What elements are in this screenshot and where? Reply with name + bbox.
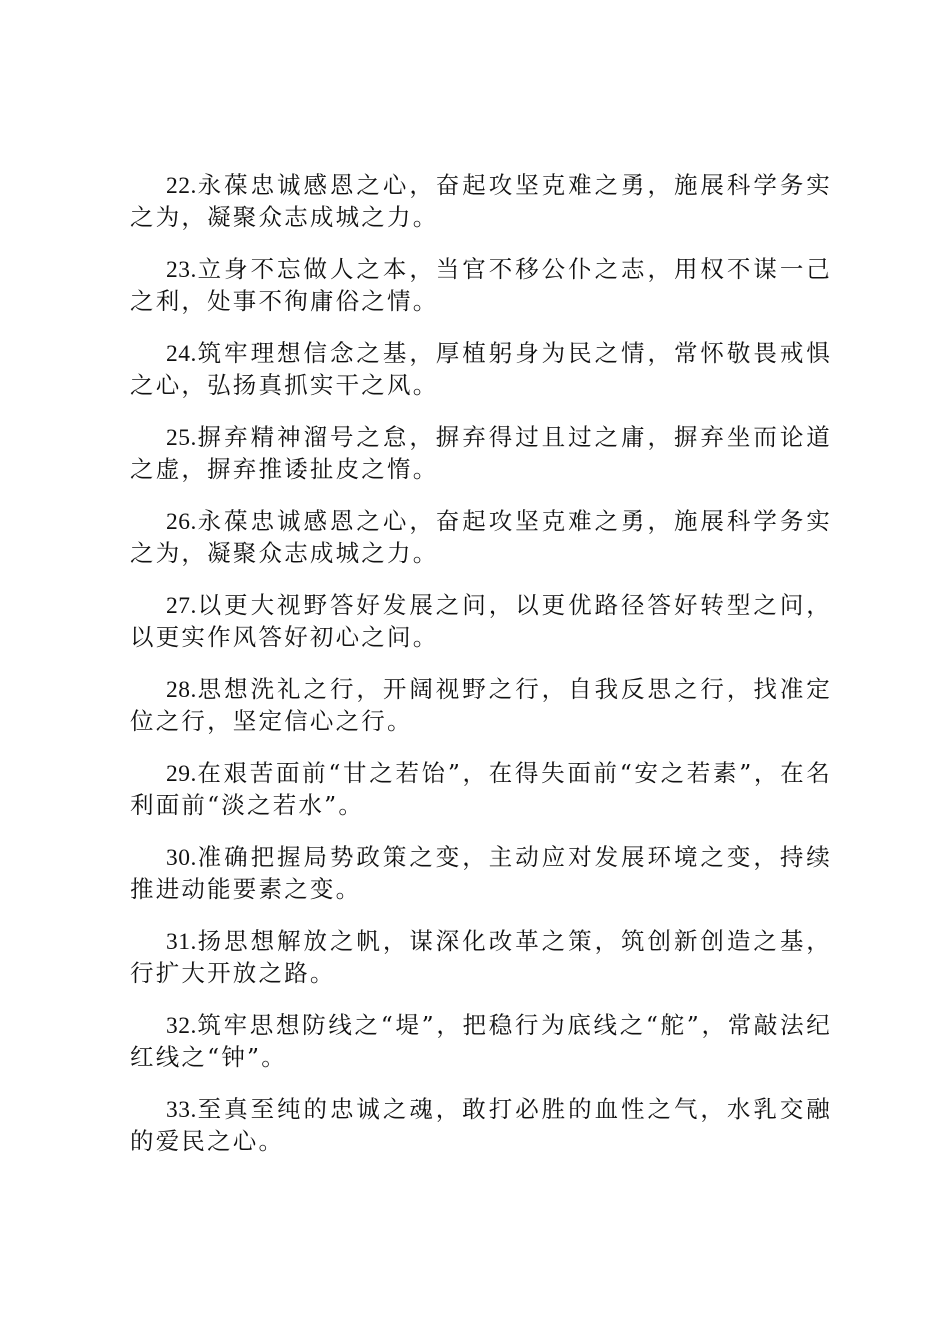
- list-item: [130, 254, 832, 317]
- list-item: [130, 758, 832, 821]
- item-text: 永葆忠诚感恩之心，奋起攻坚克难之勇，施展科学务实之为，凝聚众志成城之力。: [130, 507, 832, 567]
- item-text: 永葆忠诚感恩之心，奋起攻坚克难之勇，施展科学务实之为，凝聚众志成城之力。: [130, 171, 832, 231]
- item-text: 扬思想解放之帆，谋深化改革之策，筑创新创造之基，行扩大开放之路。: [130, 927, 832, 987]
- list-item: [130, 842, 832, 905]
- item-text: 筑牢理想信念之基，厚植躬身为民之情，常怀敬畏戒惧之心，弘扬真抓实干之风。: [130, 339, 832, 399]
- item-text: 摒弃精神溜号之怠，摒弃得过且过之庸，摒弃坐而论道之虚，摒弃推诿扯皮之惰。: [130, 423, 832, 483]
- item-text: 立身不忘做人之本，当官不移公仆之志，用权不谋一己之利，处事不徇庸俗之情。: [130, 255, 832, 315]
- list-item: [130, 422, 832, 485]
- item-number: 23.: [166, 257, 197, 283]
- list-item: [130, 170, 832, 233]
- list-item: [130, 506, 832, 569]
- item-text: 准确把握局势政策之变，主动应对发展环境之变，持续推进动能要素之变。: [130, 843, 832, 903]
- item-number: 33.: [166, 1097, 197, 1123]
- list-item: [130, 1010, 832, 1073]
- item-number: 22.: [166, 173, 197, 199]
- list-item: [130, 590, 832, 653]
- list-item: [130, 338, 832, 401]
- list-item: [130, 1094, 832, 1157]
- item-text: 筑牢思想防线之“堤”，把稳行为底线之“舵”，常敲法纪红线之“钟”。: [130, 1011, 832, 1071]
- item-number: 29.: [166, 761, 197, 787]
- item-number: 31.: [166, 929, 197, 955]
- item-number: 28.: [166, 677, 197, 703]
- item-number: 25.: [166, 425, 197, 451]
- item-number: 27.: [166, 593, 197, 619]
- list-item: [130, 674, 832, 737]
- list-item: [130, 926, 832, 989]
- item-number: 24.: [166, 341, 197, 367]
- document-body: [130, 170, 832, 1178]
- item-number: 30.: [166, 845, 197, 871]
- item-number: 26.: [166, 509, 197, 535]
- item-text: 至真至纯的忠诚之魂，敢打必胜的血性之气，水乳交融的爱民之心。: [130, 1095, 832, 1155]
- item-text: 在艰苦面前“甘之若饴”，在得失面前“安之若素”，在名利面前“淡之若水”。: [130, 759, 832, 819]
- item-text: 以更大视野答好发展之问，以更优路径答好转型之问，以更实作风答好初心之问。: [130, 591, 832, 651]
- item-text: 思想洗礼之行，开阔视野之行，自我反思之行，找准定位之行，坚定信心之行。: [130, 675, 832, 735]
- item-number: 32.: [166, 1013, 197, 1039]
